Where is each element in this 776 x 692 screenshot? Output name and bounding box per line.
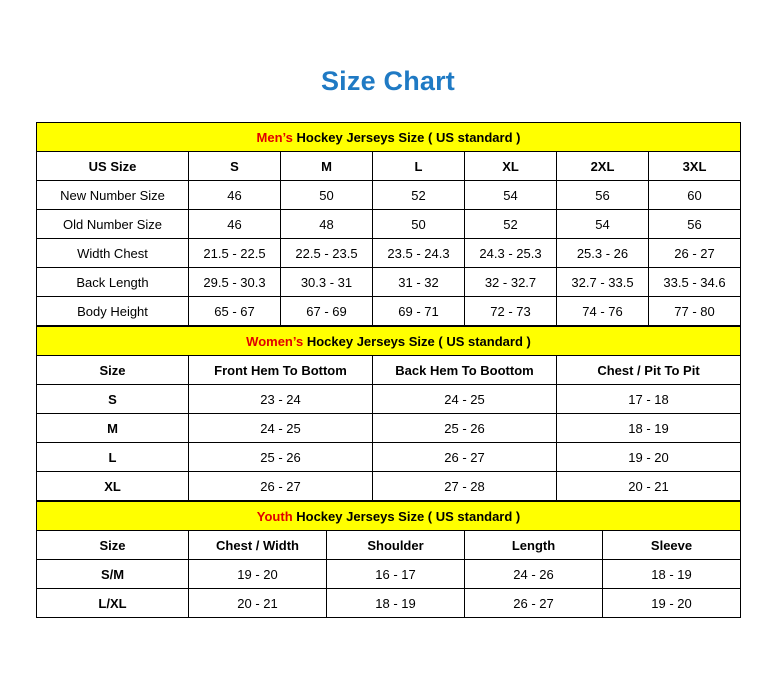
youth-cell: 19 - 20: [189, 560, 327, 589]
youth-cell: 24 - 26: [465, 560, 603, 589]
table-row: [37, 239, 741, 268]
mens-cell: 31 - 32: [373, 268, 465, 297]
mens-cell: 52: [373, 181, 465, 210]
youth-cell: 19 - 20: [603, 589, 741, 618]
mens-row-label: Old Number Size: [37, 210, 189, 239]
youth-header-cell: Sleeve: [603, 531, 741, 560]
mens-cell: 32.7 - 33.5: [557, 268, 649, 297]
mens-cell: 46: [189, 210, 281, 239]
mens-cell: 60: [649, 181, 741, 210]
table-row: [37, 210, 741, 239]
mens-cell: 29.5 - 30.3: [189, 268, 281, 297]
youth-header-cell: Chest / Width: [189, 531, 327, 560]
womens-cell: 17 - 18: [557, 385, 741, 414]
size-chart-container: [36, 122, 740, 618]
table-header-row: [37, 152, 741, 181]
mens-cell: 54: [465, 181, 557, 210]
table-row: [37, 560, 741, 589]
mens-header-cell: M: [281, 152, 373, 181]
table-row: [37, 443, 741, 472]
mens-cell: 77 - 80: [649, 297, 741, 326]
mens-header-cell: L: [373, 152, 465, 181]
table-header-row: [37, 531, 741, 560]
womens-banner-accent: Women’s: [246, 333, 304, 349]
mens-cell: 74 - 76: [557, 297, 649, 326]
youth-row-label: S/M: [37, 560, 189, 589]
youth-cell: 18 - 19: [327, 589, 465, 618]
mens-row-label: Back Length: [37, 268, 189, 297]
youth-header-cell: Size: [37, 531, 189, 560]
mens-cell: 22.5 - 23.5: [281, 239, 373, 268]
womens-row-label: M: [37, 414, 189, 443]
womens-size-table: [36, 326, 741, 501]
table-header-row: [37, 356, 741, 385]
womens-cell: 19 - 20: [557, 443, 741, 472]
womens-cell: 24 - 25: [189, 414, 373, 443]
youth-row-label: L/XL: [37, 589, 189, 618]
mens-cell: 72 - 73: [465, 297, 557, 326]
youth-cell: 20 - 21: [189, 589, 327, 618]
youth-cell: 18 - 19: [603, 560, 741, 589]
womens-header-cell: Size: [37, 356, 189, 385]
youth-banner-accent: Youth: [256, 508, 293, 524]
womens-header-cell: Front Hem To Bottom: [189, 356, 373, 385]
page-title: Size Chart: [320, 66, 456, 96]
mens-header-cell: S: [189, 152, 281, 181]
youth-banner: [37, 502, 741, 531]
mens-cell: 25.3 - 26: [557, 239, 649, 268]
mens-cell: 46: [189, 181, 281, 210]
mens-banner-rest: Hockey Jerseys Size ( US standard ): [292, 129, 521, 145]
mens-cell: 30.3 - 31: [281, 268, 373, 297]
mens-header-cell: 2XL: [557, 152, 649, 181]
womens-cell: 20 - 21: [557, 472, 741, 501]
table-row: [37, 297, 741, 326]
womens-banner: [37, 327, 741, 356]
womens-header-cell: Chest / Pit To Pit: [557, 356, 741, 385]
womens-row-label: S: [37, 385, 189, 414]
mens-banner-accent: Men’s: [256, 129, 293, 145]
mens-cell: 50: [281, 181, 373, 210]
youth-banner-rest: Hockey Jerseys Size ( US standard ): [292, 508, 521, 524]
womens-cell: 23 - 24: [189, 385, 373, 414]
table-row: [37, 268, 741, 297]
mens-header-cell: XL: [465, 152, 557, 181]
mens-row-label: Width Chest: [37, 239, 189, 268]
mens-cell: 23.5 - 24.3: [373, 239, 465, 268]
womens-cell: 25 - 26: [189, 443, 373, 472]
mens-cell: 67 - 69: [281, 297, 373, 326]
mens-banner: [37, 123, 741, 152]
table-banner-row: [37, 123, 741, 152]
table-row: [37, 414, 741, 443]
youth-cell: 26 - 27: [465, 589, 603, 618]
mens-cell: 52: [465, 210, 557, 239]
mens-cell: 69 - 71: [373, 297, 465, 326]
mens-cell: 54: [557, 210, 649, 239]
womens-banner-rest: Hockey Jerseys Size ( US standard ): [303, 333, 531, 349]
mens-cell: 65 - 67: [189, 297, 281, 326]
womens-cell: 27 - 28: [373, 472, 557, 501]
womens-cell: 26 - 27: [373, 443, 557, 472]
table-row: [37, 181, 741, 210]
table-row: [37, 385, 741, 414]
mens-row-label: Body Height: [37, 297, 189, 326]
mens-cell: 26 - 27: [649, 239, 741, 268]
womens-cell: 26 - 27: [189, 472, 373, 501]
womens-cell: 24 - 25: [373, 385, 557, 414]
mens-cell: 48: [281, 210, 373, 239]
youth-cell: 16 - 17: [327, 560, 465, 589]
youth-header-cell: Shoulder: [327, 531, 465, 560]
womens-header-cell: Back Hem To Boottom: [373, 356, 557, 385]
mens-header-cell: 3XL: [649, 152, 741, 181]
mens-cell: 56: [649, 210, 741, 239]
mens-cell: 21.5 - 22.5: [189, 239, 281, 268]
womens-cell: 18 - 19: [557, 414, 741, 443]
mens-cell: 56: [557, 181, 649, 210]
table-row: [37, 589, 741, 618]
table-banner-row: [37, 502, 741, 531]
table-banner-row: [37, 327, 741, 356]
mens-cell: 24.3 - 25.3: [465, 239, 557, 268]
youth-header-cell: Length: [465, 531, 603, 560]
mens-header-cell: US Size: [37, 152, 189, 181]
table-row: [37, 472, 741, 501]
womens-row-label: L: [37, 443, 189, 472]
mens-cell: 32 - 32.7: [465, 268, 557, 297]
mens-row-label: New Number Size: [37, 181, 189, 210]
womens-cell: 25 - 26: [373, 414, 557, 443]
mens-size-table: [36, 122, 741, 326]
mens-cell: 33.5 - 34.6: [649, 268, 741, 297]
womens-row-label: XL: [37, 472, 189, 501]
youth-size-table: [36, 501, 741, 618]
mens-cell: 50: [373, 210, 465, 239]
